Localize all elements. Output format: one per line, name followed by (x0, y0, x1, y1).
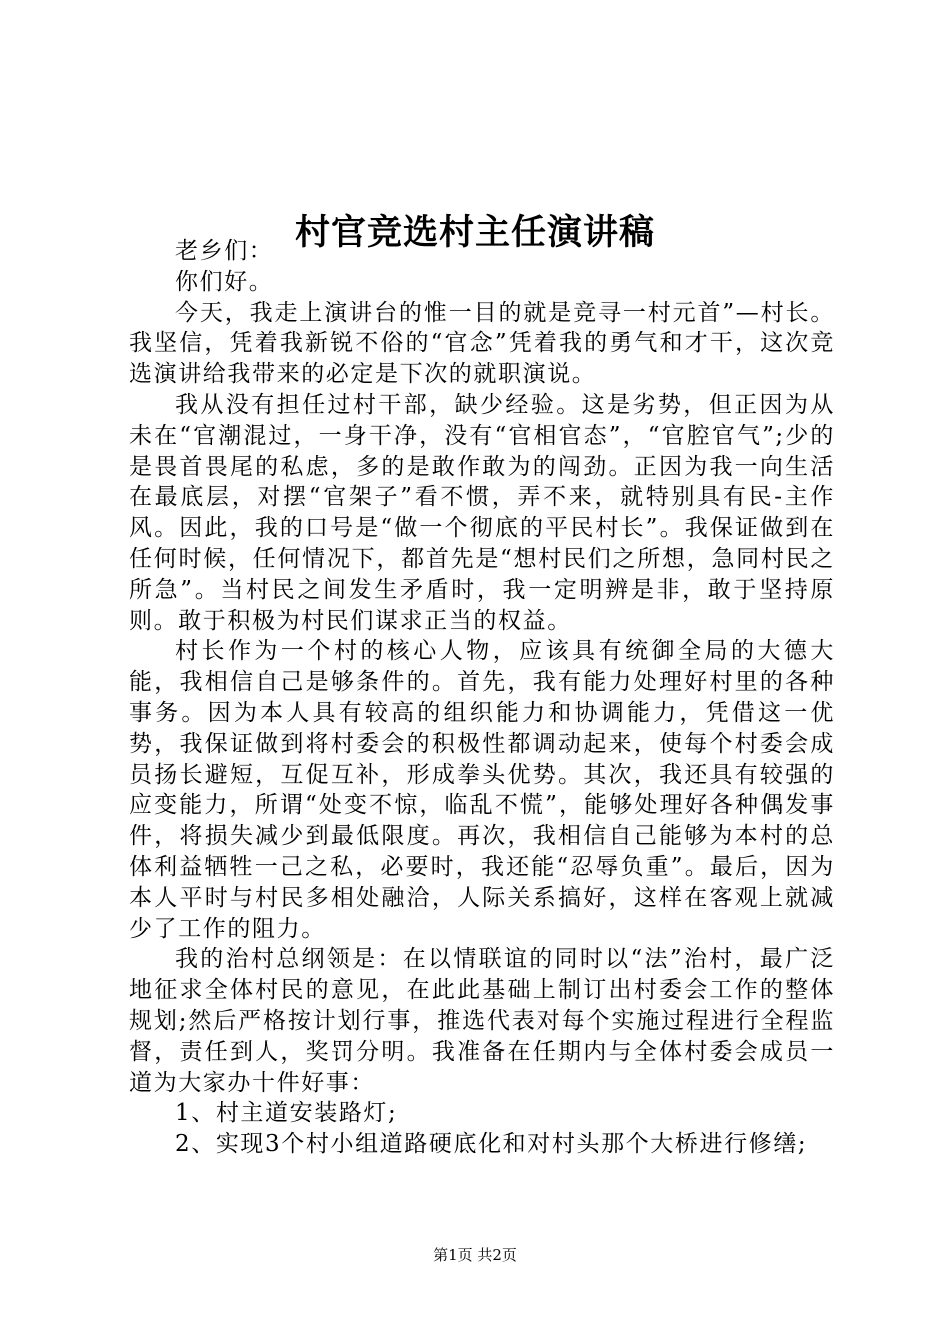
page-number-footer: 第1页 共2页 (433, 1246, 517, 1264)
document-title: 村官竞选村主任演讲稿 (294, 212, 655, 254)
paragraph-background: 我从没有担任过村干部，缺少经验。这是劣势，但正因为从未在“官潮混过，一身干净，没有“官相官态”，“官腔官气”;少的是畏首畏尾的私虑，多的是敢作敢为的闯劲。正因为我一向生活在最底层，对摆“官架子”看不惯，弄不来，就特别具有民-主作风。因此，我的口号是“做一个彻底的平民村长”。我保证做到在任何时候，任何情况下，都首先是“想村民们之所想，急同村民之所急”。当村民之间发生矛盾时，我一定明辨是非，敢于坚持原则。敢于积极为村民们谋求正当的权益。 (129, 391, 835, 634)
document-body (129, 236, 835, 1160)
paragraph-program: 我的治村总纲领是：在以情联谊的同时以“法”治村，最广泛地征求全体村民的意见，在此此基础上制订出村委会工作的整体规划;然后严格按计划行事，推选代表对每个实施过程进行全程监督，责任到人，奖罚分明。我准备在任期内与全体村委会成员一道为大家办十件好事： (129, 946, 835, 1096)
paragraph-hello: 你们好。 (175, 268, 274, 295)
list-item-2: 2、实现3个村小组道路硬底化和对村头那个大桥进行修缮; (175, 1131, 808, 1158)
paragraph-intro: 今天，我走上演讲台的惟一目的就是竞寻一村元首”—村长。我坚信，凭着我新锐不俗的“官念”凭着我的勇气和才干，这次竞选演讲给我带来的必定是下次的就职演说。 (129, 299, 835, 388)
paragraph-abilities: 村长作为一个村的核心人物，应该具有统御全局的大德大能，我相信自己是够条件的。首先，我有能力处理好村里的各种事务。因为本人具有较高的组织能力和协调能力，凭借这一优势，我保证做到将村委会的积极性都调动起来，使每个村委会成员扬长避短，互促互补，形成拳头优势。其次，我还具有较强的应变能力，所谓“处变不惊，临乱不慌”，能够处理好各种偶发事件，将损失减少到最低限度。再次，我相信自己能够为本村的总体利益牺牲一己之私，必要时，我还能“忍辱负重”。最后，因为本人平时与村民多相处融洽，人际关系搞好，这样在客观上就减少了工作的阻力。 (129, 638, 835, 942)
paragraph-greeting: 老乡们： (175, 238, 274, 264)
list-item-1: 1、村主道安装路灯; (175, 1100, 398, 1127)
